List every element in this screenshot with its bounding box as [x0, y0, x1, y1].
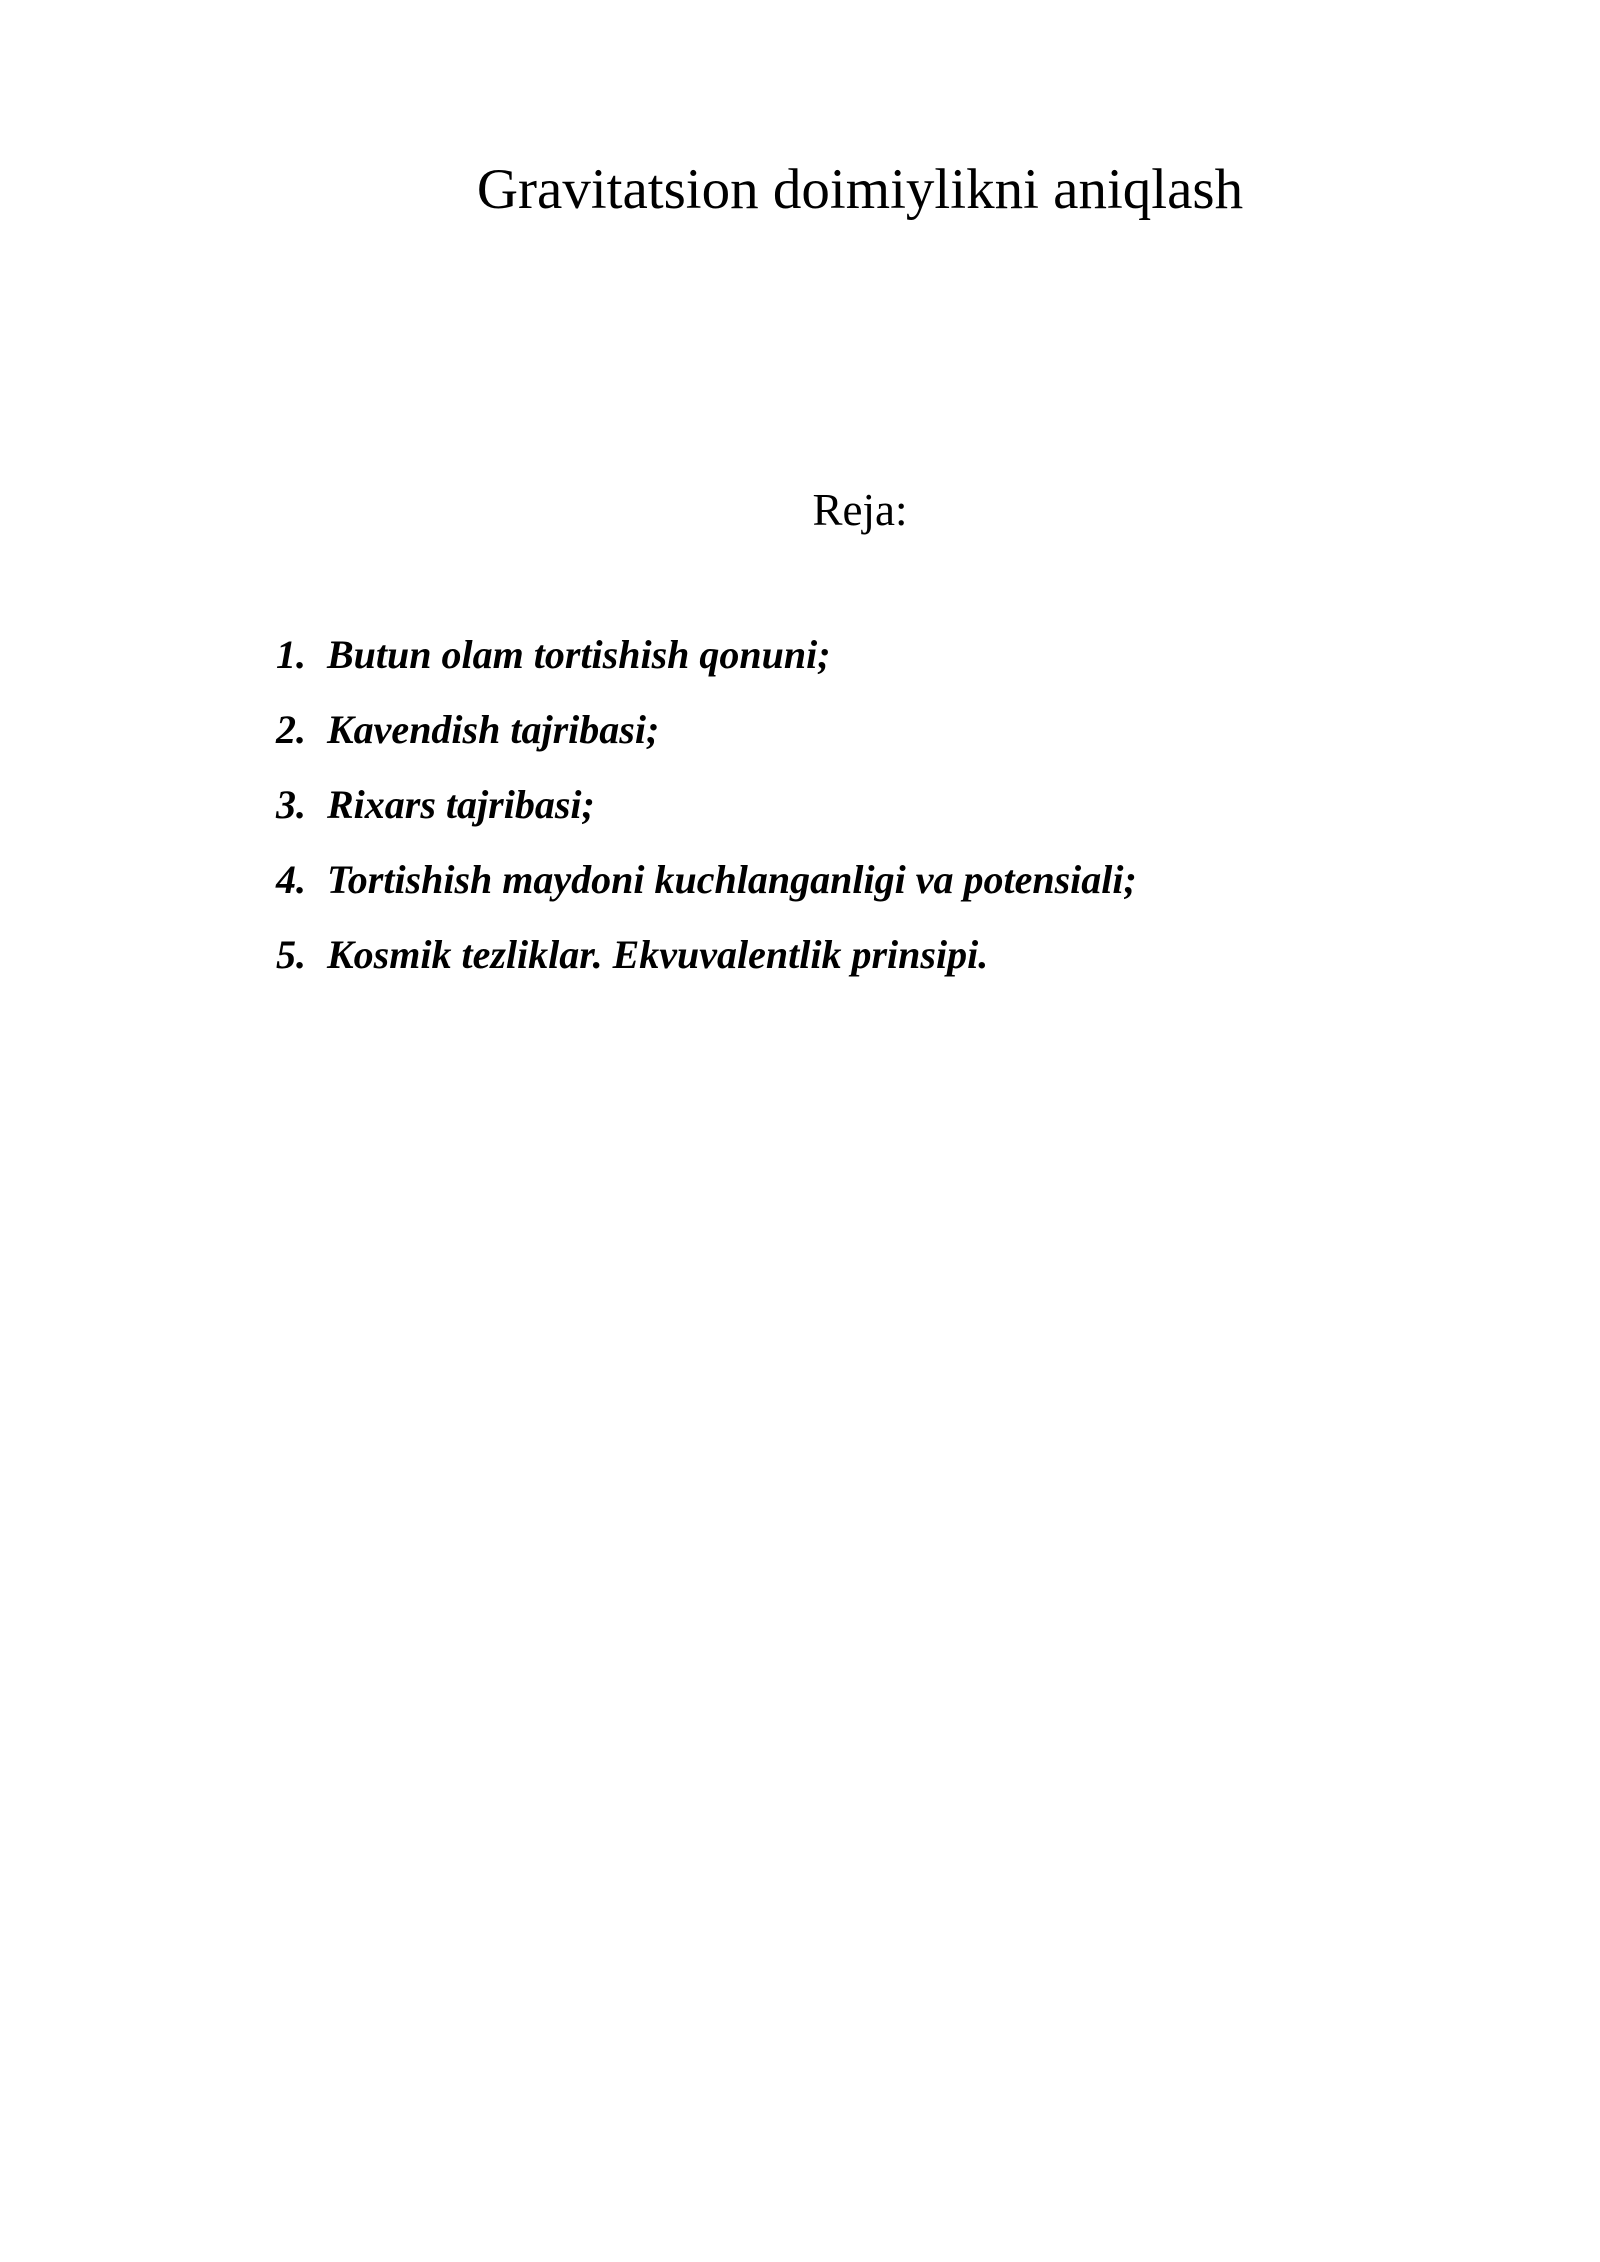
plan-heading: Reja: — [812, 485, 908, 535]
plan-item — [276, 775, 1137, 850]
plan-item — [276, 625, 1137, 700]
plan-item-number: 2. — [276, 707, 306, 752]
plan-item-number: 1. — [276, 632, 306, 677]
plan-item-number: 3. — [276, 782, 306, 827]
plan-item-number: 4. — [276, 857, 306, 902]
document-title: Gravitatsion doimiylikni aniqlash — [476, 158, 1244, 221]
plan-item — [276, 925, 1137, 1000]
plan-item — [276, 700, 1137, 775]
plan-item-text: Rixars tajribasi; — [327, 782, 595, 827]
plan-item-text: Kavendish tajribasi; — [327, 707, 660, 752]
plan-item-text: Kosmik tezliklar. Ekvuvalentlik prinsipi. — [327, 932, 989, 977]
plan-item-number: 5. — [276, 932, 306, 977]
plan-list — [276, 625, 1137, 1000]
plan-item-text: Butun olam tortishish qonuni; — [327, 632, 831, 677]
plan-item-text: Tortishish maydoni kuchlanganligi va potensiali; — [327, 857, 1137, 902]
plan-item — [276, 850, 1137, 925]
